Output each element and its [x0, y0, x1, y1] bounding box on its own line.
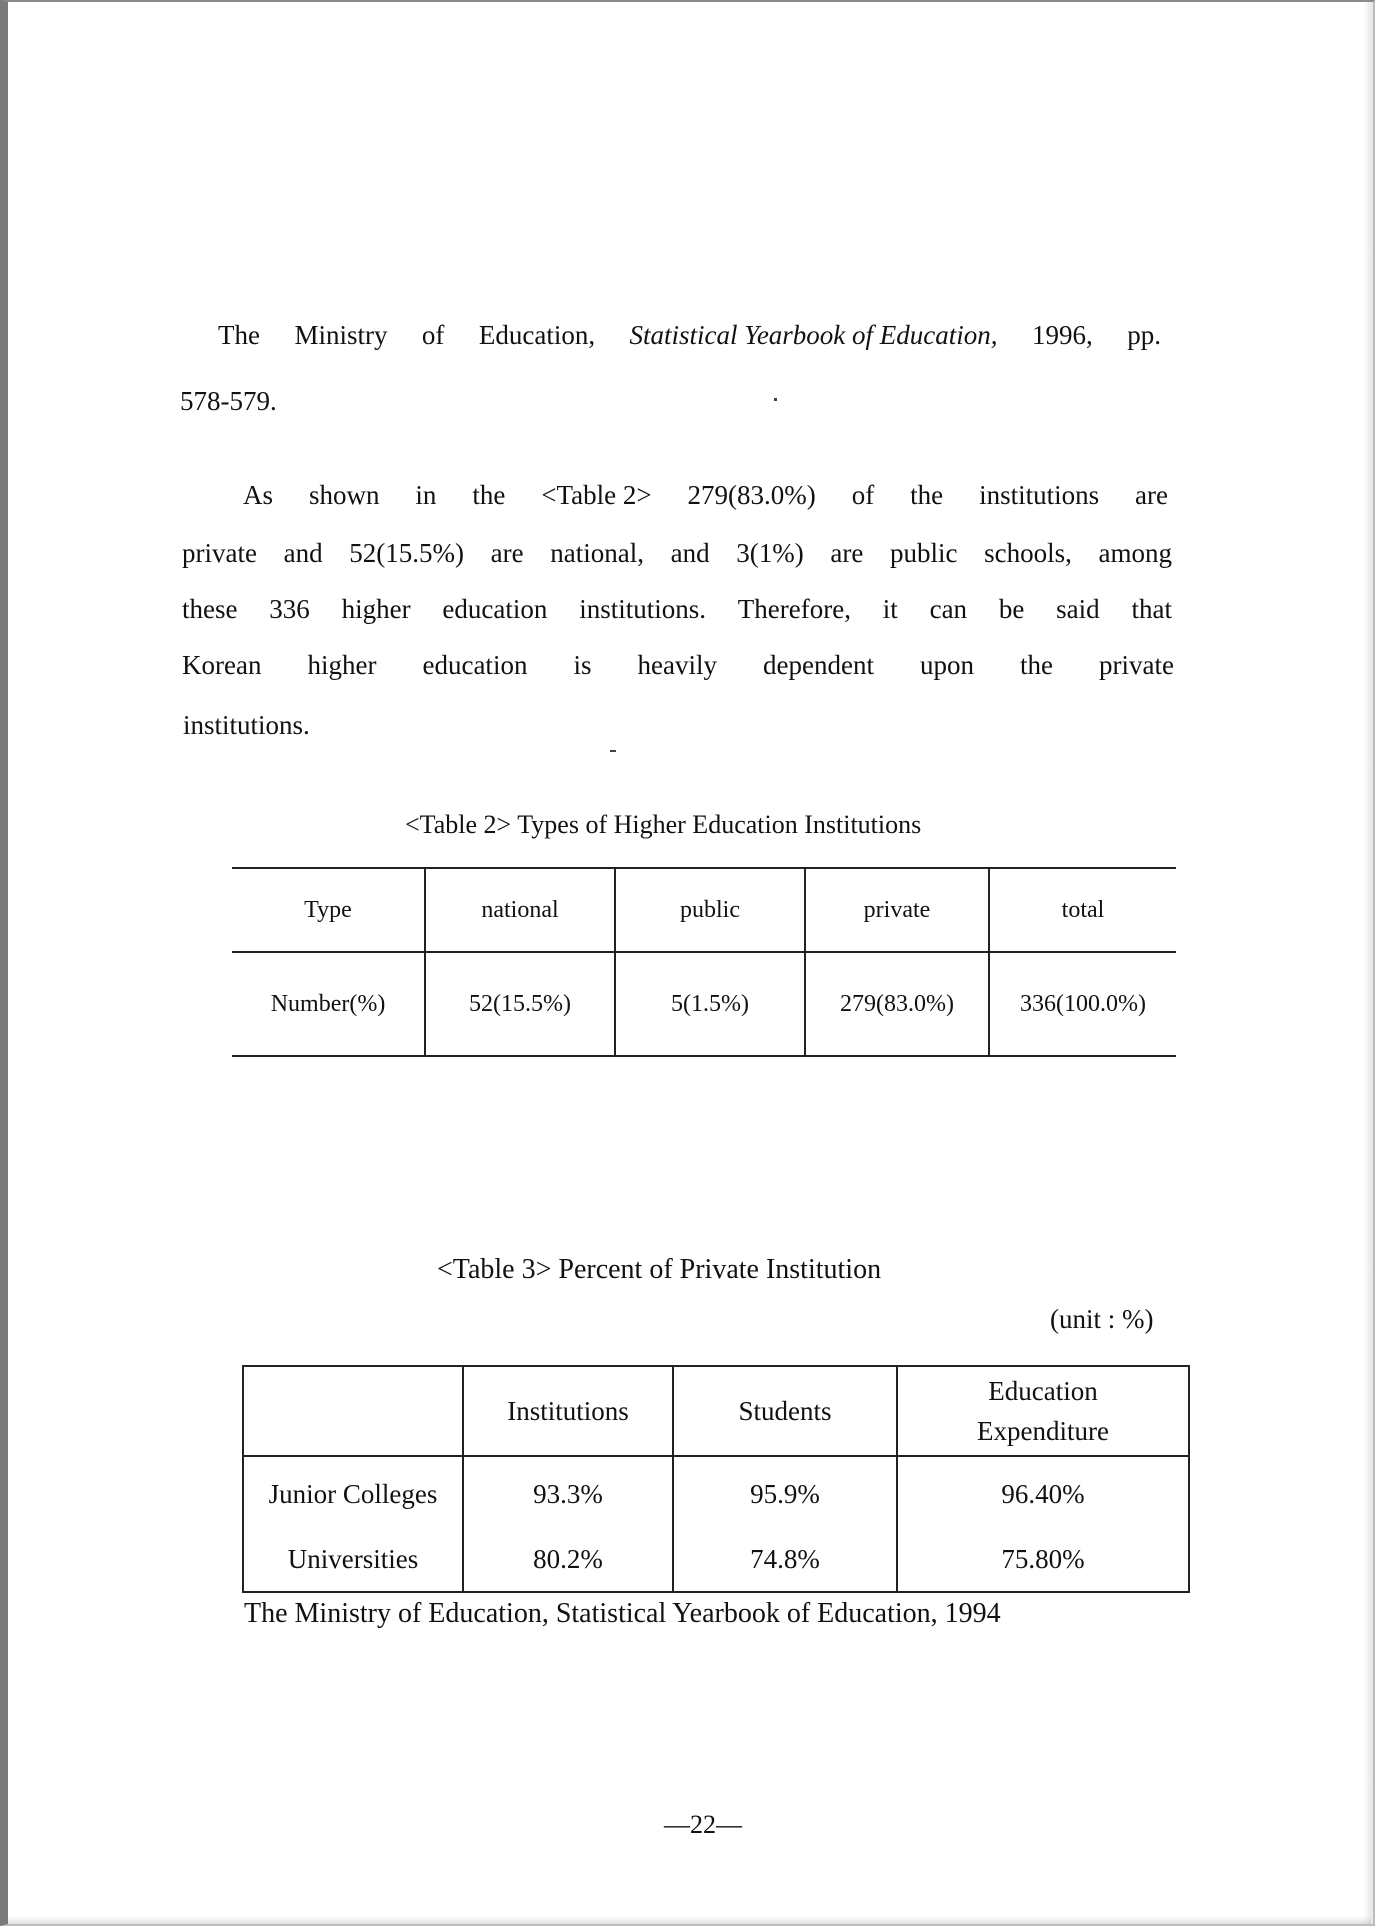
reference-line-2: 578-579. [180, 386, 277, 416]
table3-cell: 95.9% [673, 1456, 897, 1527]
page-shadow-right [1363, 2, 1373, 1924]
table3-header-cell: Institutions [463, 1366, 673, 1456]
table2-cell: Number(%) [232, 952, 425, 1056]
table3-cell: 96.40% [897, 1456, 1189, 1527]
scan-speck [610, 750, 616, 752]
reference-word: 1996, [1031, 320, 1093, 350]
table3 [242, 1365, 1190, 1593]
table3-header-row [243, 1366, 1189, 1456]
table3-header-line: Education [988, 1376, 1098, 1406]
word: these [182, 594, 238, 624]
word: dependent [763, 650, 874, 680]
word: institutions. [579, 594, 706, 624]
word: 279(83.0%) [687, 480, 816, 510]
page-shadow-bottom [8, 1916, 1371, 1924]
table3-cell: 75.80% [897, 1527, 1189, 1592]
table3-unit: (unit : %) [1050, 1304, 1154, 1334]
table3-header-line: Expenditure [977, 1416, 1109, 1446]
word: 336 [269, 594, 310, 624]
word: As [243, 480, 274, 510]
table2-caption: <Table 2> Types of Higher Education Institutions [405, 810, 922, 839]
word: national, [550, 538, 644, 568]
reference-word: Ministry [294, 320, 388, 350]
table3-cell: 74.8% [673, 1527, 897, 1592]
table3-header-cell: Students [673, 1366, 897, 1456]
word: are [490, 538, 524, 568]
paragraph-line-1 [243, 478, 1168, 512]
word: can [929, 594, 968, 624]
word: institutions. [183, 710, 310, 740]
word: are [1135, 480, 1168, 510]
word: higher [307, 650, 377, 680]
word: public [889, 538, 958, 568]
word: it [882, 594, 898, 624]
table3-cell: 80.2% [463, 1527, 673, 1592]
table3-cell: 93.3% [463, 1456, 673, 1527]
paragraph-line-5 [183, 708, 310, 742]
word: education [442, 594, 548, 624]
paragraph-line-4 [182, 648, 1174, 682]
word: among [1098, 538, 1172, 568]
table2-cell: 279(83.0%) [805, 952, 989, 1056]
table2-header-cell: total [989, 868, 1176, 952]
table2-cell: 52(15.5%) [425, 952, 615, 1056]
table2-cell: 5(1.5%) [615, 952, 805, 1056]
table3-row-label: Junior Colleges [268, 1478, 438, 1509]
word: of [851, 480, 875, 510]
word: schools, [984, 538, 1072, 568]
table3-header-cell [897, 1366, 1189, 1456]
word: education [422, 650, 528, 680]
table3-source: The Ministry of Education, Statistical Yearbook of Education, 1994 [244, 1598, 1001, 1629]
word: in [415, 480, 437, 510]
word: institutions [979, 480, 1100, 510]
word: Korean [182, 650, 262, 680]
word: is [573, 650, 592, 680]
word: are [830, 538, 864, 568]
table2-header-row [232, 868, 1176, 952]
table3-caption: <Table 3> Percent of Private Institution [437, 1254, 882, 1285]
reference-line-1 [218, 318, 1161, 352]
word: upon [919, 650, 974, 680]
paragraph-line-3 [182, 592, 1172, 626]
word: shown [308, 480, 380, 510]
word: heavily [637, 650, 717, 680]
word: and [283, 538, 323, 568]
reference-word: Education, [478, 320, 596, 350]
word: the [910, 480, 944, 510]
word: Therefore, [737, 594, 851, 624]
table3-header-cell [243, 1366, 463, 1456]
table2-row [232, 952, 1176, 1056]
word: private [182, 538, 257, 568]
scan-speck [774, 398, 777, 401]
reference-word: pp. [1127, 320, 1161, 350]
word: that [1131, 594, 1172, 624]
table3-row [243, 1456, 1189, 1527]
table2-header-cell: public [615, 868, 805, 952]
page-number: —22— [664, 1810, 742, 1839]
table2-header-cell: private [805, 868, 989, 952]
reference-title: Statistical Yearbook of Education, [629, 320, 998, 350]
table2-header-cell: Type [232, 868, 425, 952]
word: 52(15.5%) [349, 538, 464, 568]
word: 3(1%) [736, 538, 804, 568]
word: said [1056, 594, 1100, 624]
table2-header-cell: national [425, 868, 615, 952]
word: private [1099, 650, 1174, 680]
table2-cell: 336(100.0%) [989, 952, 1176, 1056]
word: the [472, 480, 506, 510]
word: the [1019, 650, 1053, 680]
word: and [670, 538, 710, 568]
paragraph-line-2 [182, 536, 1172, 570]
reference-word: of [421, 320, 445, 350]
reference-word: The [218, 320, 260, 350]
table3-row-label: Universities [287, 1543, 419, 1574]
word: higher [341, 594, 411, 624]
word: be [998, 594, 1025, 624]
table3-row [243, 1527, 1189, 1592]
table2 [232, 867, 1176, 1057]
word: <Table 2> [541, 480, 652, 510]
